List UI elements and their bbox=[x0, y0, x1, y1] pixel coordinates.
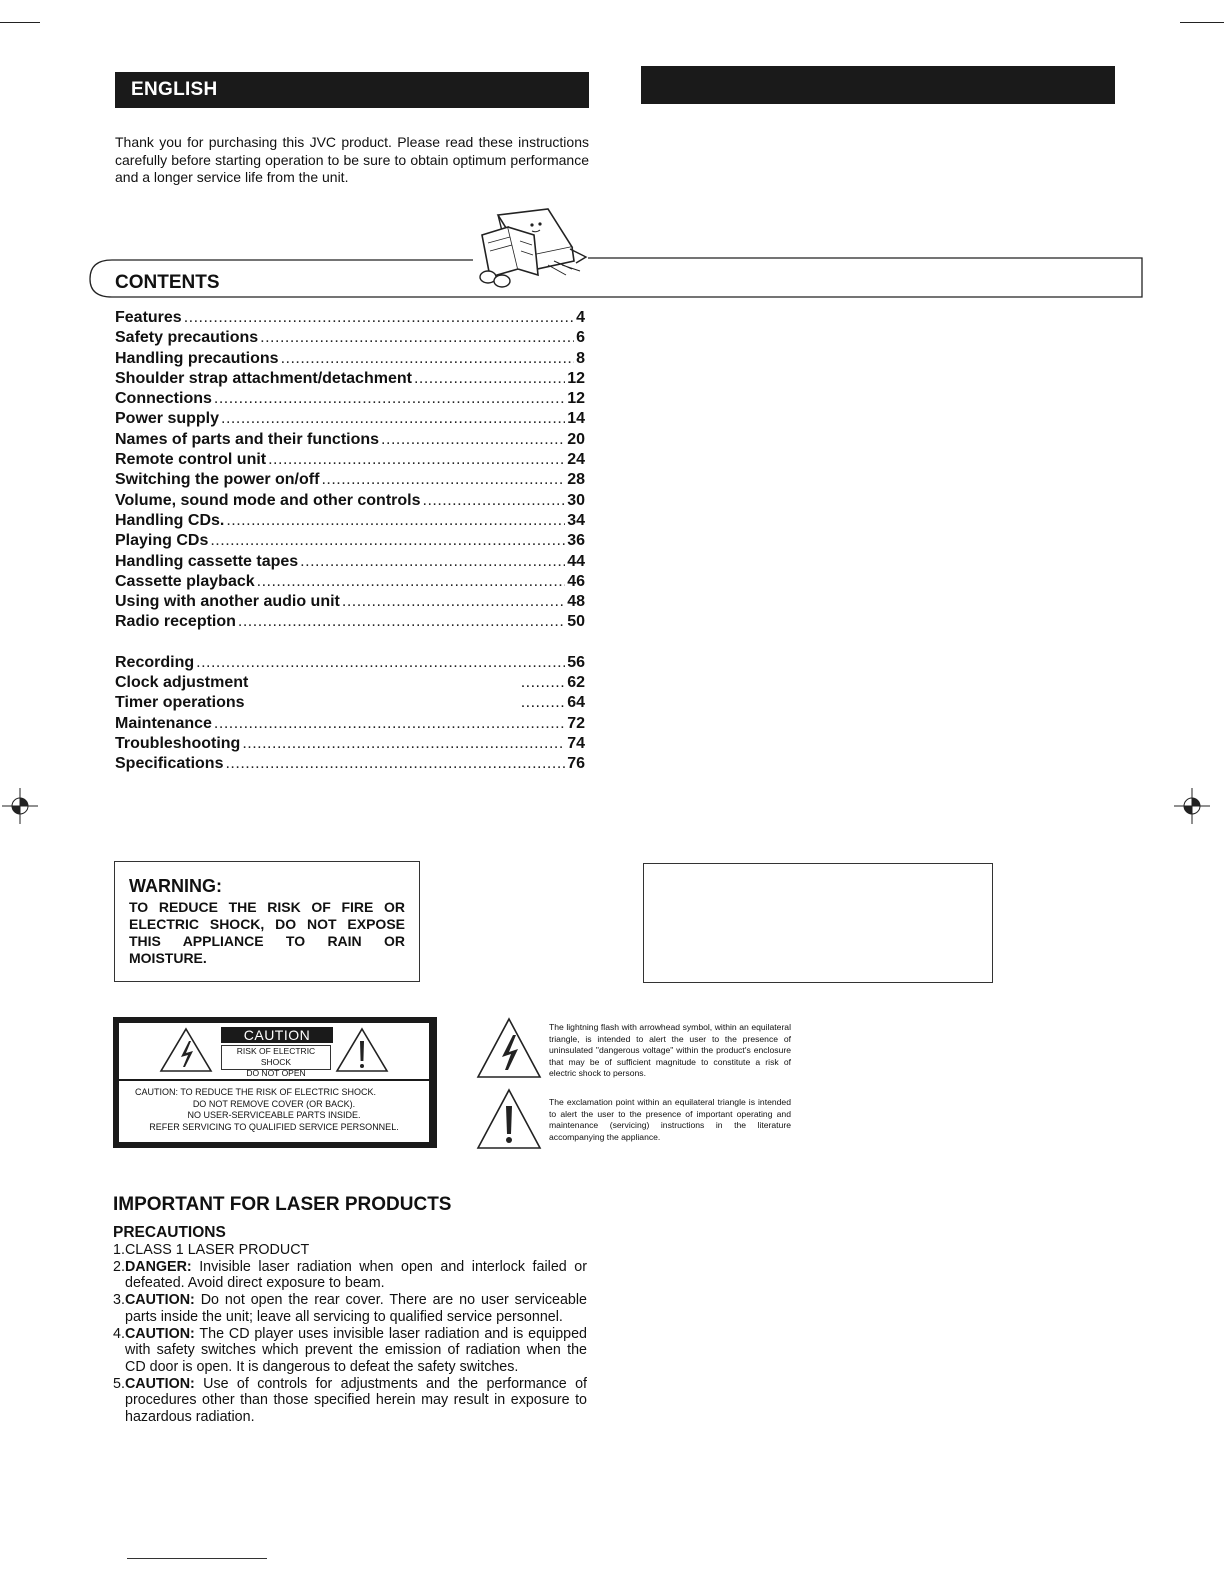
precaution-text: Do not open the rear cover. There are no user serviceable parts inside the unit; leave all servicing to qualified service personnel. bbox=[125, 1292, 587, 1325]
warning-text-body: TO REDUCE THE RISK OF FIRE OR ELECTRIC SHOCK, DO NOT EXPOSE THIS APPLIANCE TO RAIN OR bbox=[129, 899, 405, 949]
lightning-symbol-icon bbox=[476, 1017, 542, 1079]
toc-leader-dots: ......... bbox=[520, 674, 566, 692]
toc-item-page: 62 bbox=[567, 674, 585, 692]
risk-line-1: RISK OF ELECTRIC SHOCK bbox=[236, 1046, 316, 1067]
contents-title: CONTENTS bbox=[115, 272, 220, 293]
toc-item-title: Using with another audio unit bbox=[115, 593, 340, 611]
toc-item[interactable] bbox=[115, 512, 585, 532]
caution-label-panel bbox=[113, 1017, 437, 1148]
toc-leader-dots: ......... bbox=[520, 694, 566, 712]
warning-title: WARNING: bbox=[129, 876, 222, 896]
toc-leader-dots bbox=[381, 431, 565, 449]
precaution-item bbox=[113, 1242, 587, 1259]
toc-item[interactable] bbox=[115, 492, 585, 512]
toc-item[interactable] bbox=[115, 390, 585, 410]
precaution-item bbox=[113, 1376, 587, 1426]
toc-item-page: 64 bbox=[567, 694, 585, 712]
contents-frame bbox=[88, 255, 1148, 300]
crop-mark-top-left bbox=[0, 22, 40, 23]
toc-item-page: 6 bbox=[576, 329, 585, 347]
toc-item-title: Names of parts and their functions bbox=[115, 430, 380, 448]
toc-item[interactable] bbox=[115, 451, 585, 471]
toc-item-title: Radio reception bbox=[115, 613, 236, 631]
toc-leader-dots bbox=[260, 329, 574, 347]
toc-item[interactable] bbox=[115, 654, 585, 674]
reading-mascot-icon bbox=[468, 205, 594, 289]
precaution-num: 4. bbox=[113, 1325, 125, 1342]
toc-item[interactable] bbox=[115, 350, 585, 370]
precaution-num: 3. bbox=[113, 1292, 125, 1309]
caution-label-bottom bbox=[119, 1079, 429, 1142]
toc-item-title: Safety precautions bbox=[115, 329, 259, 347]
exclamation-symbol-icon bbox=[476, 1088, 542, 1150]
toc-item-page: 12 bbox=[567, 369, 585, 387]
toc-item-page: 14 bbox=[567, 410, 585, 428]
toc-item[interactable] bbox=[115, 471, 585, 491]
toc-item-page: 56 bbox=[567, 653, 585, 671]
toc-item-page: 36 bbox=[567, 532, 585, 550]
registration-mark-right-icon bbox=[1174, 788, 1210, 824]
toc-item-page: 24 bbox=[567, 451, 585, 469]
caution-lines bbox=[119, 1087, 429, 1133]
toc-leader-dots bbox=[238, 613, 565, 631]
toc-item-title: Handling CDs. bbox=[115, 511, 225, 529]
language-label: ENGLISH bbox=[131, 79, 218, 100]
toc-leader-dots bbox=[423, 492, 566, 510]
empty-right-box bbox=[643, 863, 993, 983]
toc-item-page: 20 bbox=[567, 430, 585, 448]
toc-item-page: 8 bbox=[576, 349, 585, 367]
toc-leader-dots bbox=[210, 532, 565, 550]
precaution-item bbox=[113, 1326, 587, 1376]
toc-leader-dots bbox=[268, 451, 565, 469]
toc-item-page: 76 bbox=[567, 755, 585, 773]
toc-leader-dots bbox=[257, 573, 566, 591]
toc-leader-dots bbox=[225, 755, 565, 773]
toc-leader-dots bbox=[214, 715, 565, 733]
exclamation-symbol-text: The exclamation point within an equilateral triangle is intended to alert the user to the presence of important operating and maintenance (servicing) instructions in the literature accompanying the appliance. bbox=[549, 1097, 791, 1142]
precaution-text: CLASS 1 LASER PRODUCT bbox=[124, 1242, 310, 1258]
precaution-text: The CD player uses invisible laser radiation and is equipped with safety switches which prevent the emission of radiation when the CD door is open. It is dangerous to defeat the safety switches. bbox=[125, 1325, 587, 1375]
precaution-item bbox=[113, 1292, 587, 1325]
toc-item-title: Switching the power on/off bbox=[115, 471, 320, 489]
precaution-num: 5. bbox=[113, 1375, 125, 1392]
toc-item[interactable] bbox=[115, 553, 585, 573]
toc-item[interactable] bbox=[115, 431, 585, 451]
toc-leader-dots bbox=[342, 593, 565, 611]
intro-paragraph: Thank you for purchasing this JVC product. Please read these instructions carefully before starting operation to be sure to obtain optimum performance and a longer service life from the unit. bbox=[115, 134, 589, 185]
toc-item[interactable] bbox=[115, 735, 585, 755]
precaution-label: CAUTION: bbox=[124, 1292, 195, 1309]
precaution-label: CAUTION: bbox=[124, 1375, 195, 1392]
toc-item[interactable] bbox=[115, 573, 585, 593]
toc-item-title: Specifications bbox=[115, 755, 224, 773]
toc-item[interactable] bbox=[115, 755, 585, 775]
caution-line: DO NOT REMOVE COVER (OR BACK). bbox=[192, 1098, 356, 1109]
toc-item[interactable] bbox=[115, 593, 585, 613]
toc-leader-dots bbox=[242, 735, 565, 753]
precaution-label: CAUTION: bbox=[124, 1325, 195, 1342]
toc-item[interactable] bbox=[115, 674, 585, 694]
toc-item-title: Timer operations bbox=[115, 694, 245, 712]
toc-item-title: Playing CDs bbox=[115, 532, 209, 550]
warning-text-last: MOISTURE. bbox=[129, 950, 207, 966]
toc-item[interactable] bbox=[115, 694, 585, 714]
toc-item[interactable] bbox=[115, 370, 585, 390]
toc-item-title: Handling precautions bbox=[115, 349, 279, 367]
toc-item[interactable] bbox=[115, 715, 585, 735]
toc-leader-dots bbox=[221, 410, 565, 428]
lightning-symbol-text: The lightning flash with arrowhead symbol, within an equilateral triangle, is intended to alert the user to the presence of uninsulated "dangerous voltage" within the product's enclosure that may be of sufficient magnitude to constitute a risk of electric shock to persons. bbox=[549, 1022, 791, 1078]
warning-text bbox=[129, 899, 405, 967]
toc-item-title: Maintenance bbox=[115, 714, 212, 732]
toc-leader-dots bbox=[226, 512, 565, 530]
toc-item-title: Clock adjustment bbox=[115, 674, 249, 692]
toc-item-title: Remote control unit bbox=[115, 451, 267, 469]
toc-item[interactable] bbox=[115, 329, 585, 349]
toc-item-page: 4 bbox=[576, 309, 585, 326]
toc-item-title: Connections bbox=[115, 390, 212, 408]
toc-item[interactable] bbox=[115, 532, 585, 552]
toc-item[interactable] bbox=[115, 309, 585, 329]
toc-item-page: 28 bbox=[567, 471, 585, 489]
toc-item-title: Shoulder strap attachment/detachment bbox=[115, 369, 412, 387]
lightning-triangle-icon bbox=[159, 1027, 213, 1073]
toc-item-title: Power supply bbox=[115, 410, 220, 428]
toc-item-title: Handling cassette tapes bbox=[115, 552, 299, 570]
caution-line: NO USER-SERVICEABLE PARTS INSIDE. bbox=[187, 1110, 361, 1121]
laser-section-title: IMPORTANT FOR LASER PRODUCTS bbox=[113, 1194, 452, 1215]
precaution-num: 2. bbox=[113, 1258, 125, 1275]
toc-leader-dots bbox=[281, 350, 575, 368]
toc-item-page: 44 bbox=[567, 552, 585, 570]
toc-item-title: Troubleshooting bbox=[115, 734, 241, 752]
registration-mark-left-icon bbox=[2, 788, 38, 824]
toc-leader-dots bbox=[414, 370, 565, 388]
footer-rule bbox=[127, 1558, 267, 1559]
toc-item-page: 72 bbox=[567, 714, 585, 732]
precaution-text: Use of controls for adjustments and the performance of procedures other than those specified herein may result in exposure to hazardous radiation. bbox=[125, 1375, 587, 1426]
precaution-text: Invisible laser radiation when open and interlock failed or defeated. Avoid direct exposure to beam. bbox=[125, 1258, 587, 1292]
toc-item-page: 30 bbox=[567, 491, 585, 509]
language-header-bar bbox=[115, 72, 589, 108]
exclamation-triangle-icon bbox=[335, 1027, 389, 1073]
table-of-contents bbox=[115, 309, 585, 776]
toc-item[interactable] bbox=[115, 410, 585, 430]
toc-item-title: Volume, sound mode and other controls bbox=[115, 491, 421, 509]
toc-leader-dots bbox=[196, 654, 565, 672]
caution-line: CAUTION: TO REDUCE THE RISK OF ELECTRIC SHOCK. bbox=[135, 1087, 377, 1097]
toc-leader-dots bbox=[300, 553, 565, 571]
risk-box bbox=[221, 1045, 331, 1078]
toc-item-page: 50 bbox=[567, 613, 585, 631]
toc-leader-dots bbox=[321, 471, 565, 489]
toc-item-page: 46 bbox=[567, 572, 585, 590]
caution-line: REFER SERVICING TO QUALIFIED SERVICE PERSONNEL. bbox=[149, 1121, 399, 1132]
toc-leader-dots bbox=[214, 390, 565, 408]
toc-item-page: 12 bbox=[567, 390, 585, 408]
toc-item[interactable] bbox=[115, 613, 585, 633]
toc-item-title: Features bbox=[115, 309, 182, 326]
toc-item-page: 34 bbox=[567, 511, 585, 529]
toc-item-page: 74 bbox=[567, 734, 585, 752]
warning-box bbox=[114, 861, 420, 982]
toc-item-title: Recording bbox=[115, 653, 195, 671]
precaution-label: DANGER: bbox=[124, 1258, 192, 1275]
risk-line-2: DO NOT OPEN bbox=[246, 1068, 306, 1078]
precautions-list bbox=[113, 1242, 587, 1426]
toc-item-title: Cassette playback bbox=[115, 572, 255, 590]
toc-item-page: 48 bbox=[567, 593, 585, 611]
caution-label-top bbox=[119, 1023, 429, 1079]
crop-mark-top-right bbox=[1180, 22, 1224, 23]
precaution-item bbox=[113, 1259, 587, 1292]
right-header-bar bbox=[641, 66, 1115, 104]
toc-leader-dots bbox=[184, 309, 574, 327]
precaution-num: 1. bbox=[113, 1242, 125, 1258]
precautions-title: PRECAUTIONS bbox=[113, 1224, 226, 1241]
caution-heading: CAUTION bbox=[221, 1027, 333, 1043]
